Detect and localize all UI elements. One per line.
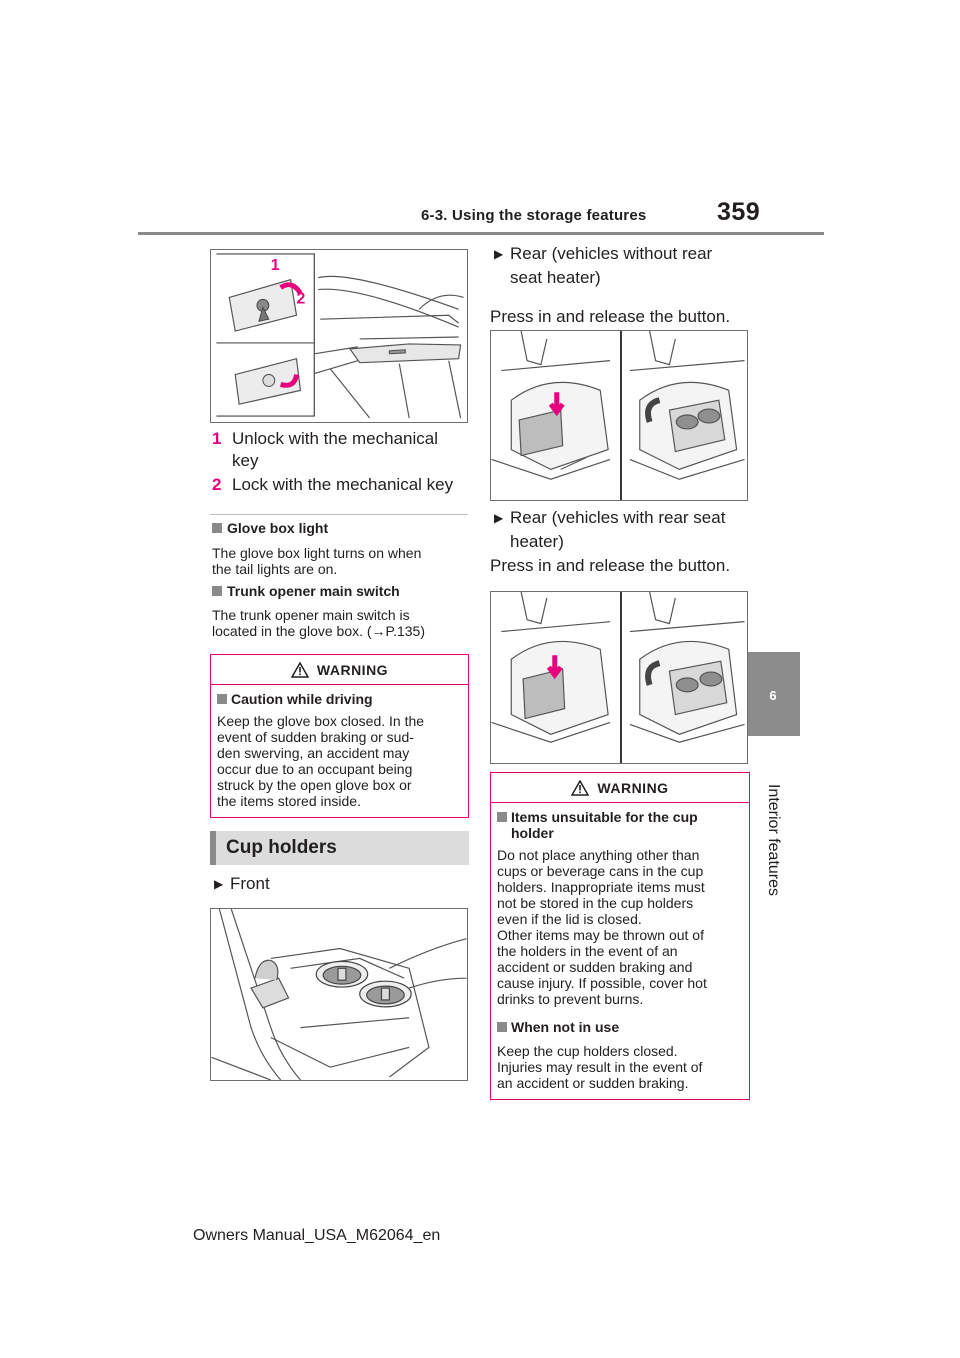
warning-title: WARNING (316, 662, 389, 678)
bullet-arrow-icon: ▶ (494, 511, 504, 525)
heading-text: Trunk opener main switch (227, 583, 400, 599)
callout-2: 2 (296, 290, 306, 308)
bullet-square-icon (212, 523, 222, 533)
front-bullet (214, 872, 464, 896)
bullet-arrow-icon: ▶ (494, 247, 504, 261)
rear-cup-holder-heater-illustration (490, 591, 748, 764)
glove-box-illustration (210, 249, 468, 423)
text-line: the holders in the event of an (497, 943, 678, 959)
bullet-text: Rear (vehicles without rear (510, 244, 713, 263)
step-text: key (232, 451, 259, 470)
rear-no-heater-bullet (494, 242, 754, 290)
chapter-label: Interior features (765, 783, 782, 897)
warning-text (497, 1043, 702, 1091)
trunk-opener-text (212, 607, 425, 639)
step-text: Lock with the mechanical key (232, 475, 454, 494)
text-line: cups or beverage cans in the cup (497, 863, 704, 879)
text-line: cause injury. If possible, cover hot (497, 975, 707, 991)
footer-text: Owners Manual_USA_M62064_en (193, 1227, 441, 1244)
step-unlock (212, 428, 472, 472)
bullet-arrow-icon: ▶ (214, 877, 224, 891)
bullet-square-icon (497, 1022, 507, 1032)
text-line: occur due to an occupant being (217, 761, 413, 777)
text-line: the tail lights are on. (212, 561, 338, 577)
text-line: Other items may be thrown out of (497, 927, 704, 943)
trunk-opener-heading (212, 583, 400, 600)
page-reference[interactable]: P.135) (385, 623, 425, 639)
heading-text: Glove box light (227, 520, 329, 536)
rear-no-heater-instruction: Press in and release the button. (490, 307, 731, 326)
bullet-text: heater) (510, 532, 564, 551)
text-line: The trunk opener main switch is (212, 607, 410, 623)
subheading-text: Items unsuitable for the cup (511, 809, 698, 825)
step-lock (212, 474, 472, 496)
rear-heater-instruction: Press in and release the button. (490, 556, 731, 575)
text-line: Keep the cup holders closed. (497, 1043, 678, 1059)
text-line: The glove box light turns on when (212, 545, 422, 561)
text-line: Do not place anything other than (497, 847, 700, 863)
bullet-text: seat heater) (510, 268, 601, 287)
text-fragment: located in the glove box. ( (212, 623, 372, 639)
text-line: holders. Inappropriate items must (497, 879, 705, 895)
bullet-square-icon (212, 586, 222, 596)
arrow-right-icon: → (371, 623, 386, 639)
text-line: an accident or sudden braking. (497, 1075, 689, 1091)
bullet-text: Front (230, 874, 270, 893)
warning-text (217, 713, 424, 809)
glove-box-light-text (212, 545, 421, 577)
front-cup-holder-illustration (210, 908, 468, 1081)
warning-subheading (497, 809, 698, 841)
warning-triangle-icon (571, 780, 589, 796)
warning-text (497, 847, 707, 1007)
warning-title: WARNING (597, 780, 669, 796)
callout-1: 1 (270, 256, 280, 274)
text-line: struck by the open glove box or (217, 777, 412, 793)
glove-box-light-heading (212, 520, 328, 537)
bullet-square-icon (497, 812, 507, 822)
subheading-text: When not in use (511, 1019, 620, 1035)
text-line: even if the lid is closed. (497, 911, 642, 927)
rear-cup-holder-no-heater-illustration (490, 330, 748, 501)
chapter-tab: 6 (746, 652, 800, 736)
text-line: den swerving, an accident may (217, 745, 410, 761)
subheading-text: holder (511, 825, 554, 841)
warning-box-cup-holder (490, 772, 750, 1100)
subheading-text: Caution while driving (231, 691, 373, 707)
step-number: 1 (212, 429, 222, 448)
section-title: 6-3. Using the storage features (421, 207, 647, 224)
bullet-text: Rear (vehicles with rear seat (510, 508, 726, 527)
rear-heater-bullet (494, 506, 754, 554)
warning-subheading (497, 1019, 619, 1035)
warning-box-glove (210, 654, 469, 818)
warning-header (491, 773, 749, 803)
text-line: event of sudden braking or sud- (217, 729, 414, 745)
divider (210, 514, 468, 515)
text-line: not be stored in the cup holders (497, 895, 694, 911)
bullet-square-icon (217, 694, 227, 704)
cup-holders-heading: Cup holders (210, 831, 469, 865)
text-line (212, 623, 425, 639)
warning-header (211, 655, 468, 685)
text-line: Keep the glove box closed. In the (217, 713, 425, 729)
text-line: drinks to prevent burns. (497, 991, 644, 1007)
warning-triangle-icon (291, 662, 309, 678)
text-line: accident or sudden braking and (497, 959, 693, 975)
text-line: Injuries may result in the event of (497, 1059, 703, 1075)
text-line: the items stored inside. (217, 793, 361, 809)
warning-subheading (217, 691, 373, 707)
step-text: Unlock with the mechanical (232, 429, 438, 448)
page-number: 359 (717, 198, 761, 226)
header-rule (138, 232, 824, 235)
step-number: 2 (212, 475, 222, 494)
